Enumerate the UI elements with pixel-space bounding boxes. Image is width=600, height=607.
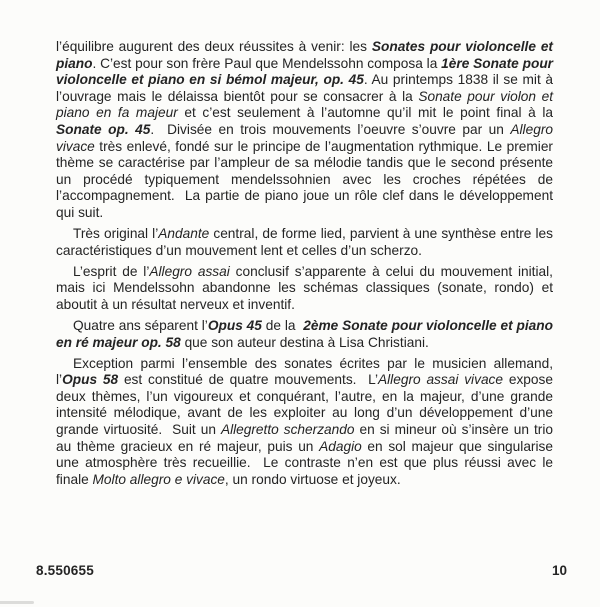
- article-body: [56, 39, 557, 493]
- body-run: . Au printemps 1838 il se mit à l’ouvrage mais le délaissa bientôt pour se consacrer à la: [56, 72, 557, 104]
- body-run: central, de forme lied, parvient à une synthèse entre les caractéristiques d’un mouvement lent et celles d’un scherzo.: [56, 226, 557, 258]
- paragraph: [56, 318, 557, 351]
- movement-title-text: Molto allegro e vivace: [92, 471, 225, 487]
- work-title-text: Opus 58: [62, 372, 119, 388]
- movement-title-text: Allegretto scherzando: [220, 422, 355, 438]
- movement-title-text: Andante: [158, 226, 210, 242]
- body-run: conclusif s’apparente à celui du mouvement initial, mais ici Mendelssohn abandonne les schémas classiques (sonate, rondo) et aboutit à un résultat nerveux et inventif.: [56, 263, 557, 312]
- body-run: est constitué de quatre mouvements. L’: [118, 372, 379, 388]
- movement-title-text: Allegro vivace: [56, 121, 557, 154]
- body-run: . Divisée en trois mouvements l’oeuvre s’ouvre par un: [150, 121, 511, 137]
- work-title-text: Sonates pour violoncelle et piano: [56, 39, 557, 71]
- body-run: très enlevé, fondé sur le principe de l’augmentation rythmique. Le premier thème se caractérise par l’ampleur de sa mélodie tandis que le second présente un procédé typiquement mendelssohnien avec les croches répétées de l’accompagnement. La partie de piano joue un rôle clef dans le développement qui suit.: [56, 138, 557, 220]
- body-run: en si mineur où s’insère un trio au thème gracieux en ré majeur, puis un: [56, 422, 557, 454]
- body-run: Quatre ans séparent l’: [73, 318, 208, 333]
- body-run: Exception parmi l’ensemble des sonates écrites par le musicien allemand, l’: [56, 355, 557, 388]
- work-title-text: Sonate op. 45: [56, 121, 151, 137]
- paragraph: [56, 355, 557, 489]
- body-run: l’équilibre augurent des deux réussites à venir: les: [56, 39, 372, 54]
- work-title-text: 1ère Sonate pour violoncelle et piano en si bémol majeur, op. 45: [56, 55, 557, 88]
- body-run: Très original l’: [73, 226, 159, 242]
- paragraph: [56, 263, 557, 314]
- body-run: L’esprit de l’: [73, 263, 150, 279]
- work-title-text: Opus 45: [207, 318, 262, 333]
- scan-edge-artifact: [0, 601, 34, 604]
- catalog-number: 8.550655: [36, 563, 94, 578]
- movement-title-text: Sonate pour violon et piano en fa majeur: [56, 88, 557, 121]
- body-run: de la: [261, 318, 304, 333]
- body-run: en sol majeur que singularise une atmosphère très recueillie. Le contraste n’en est que plus réussi avec le finale: [56, 438, 557, 487]
- work-title-text: 2ème Sonate pour violoncelle et piano en ré majeur op. 58: [56, 318, 557, 350]
- movement-title-text: Allegro assai: [149, 263, 230, 279]
- body-run: , un rondo virtuose et joyeux.: [224, 471, 401, 487]
- page-number: 10: [551, 563, 567, 578]
- paragraph: [56, 39, 557, 222]
- body-run: et c’est seulement à l’automne qu’il mit le point final à la: [177, 105, 557, 121]
- body-run: expose deux thèmes, l’un vigoureux et conquérant, l’autre, en la majeur, d’une grande intensité mélodique, avant de les exploiter au long d’un développement d’une grande virtuosité. Suit un: [56, 372, 557, 438]
- movement-title-text: Allegro assai vivace: [378, 372, 504, 388]
- paragraph: [56, 226, 557, 259]
- body-run: que son auteur destina à Lisa Christiani.: [180, 334, 429, 350]
- body-run: . C’est pour son frère Paul que Mendelssohn composa la: [92, 55, 442, 71]
- movement-title-text: Adagio: [319, 438, 362, 454]
